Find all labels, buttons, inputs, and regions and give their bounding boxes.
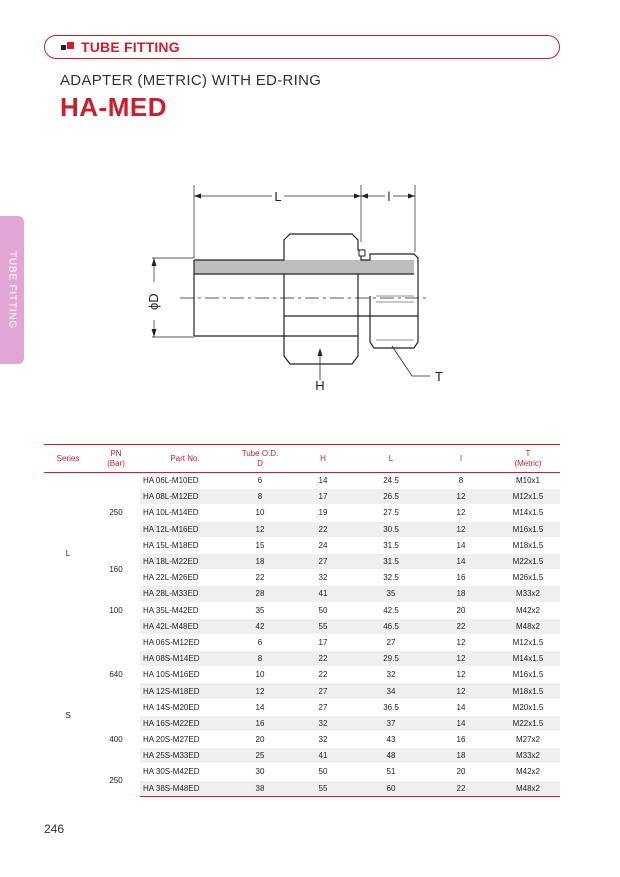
cell-d: 22	[230, 570, 290, 586]
cell-h: 32	[290, 732, 356, 748]
col-l: l	[426, 445, 496, 473]
cell-l: 14	[426, 537, 496, 553]
cell-d: 6	[230, 473, 290, 489]
cell-L: 27.5	[356, 505, 426, 521]
cell-t: M33x2	[496, 586, 560, 602]
cell-h: 50	[290, 764, 356, 780]
cell-t: M27x2	[496, 732, 560, 748]
pn-cell: 400	[92, 715, 140, 764]
cell-l: 18	[426, 586, 496, 602]
cell-l: 20	[426, 764, 496, 780]
table-row	[44, 553, 560, 569]
cell-h: 41	[290, 586, 356, 602]
table-row	[44, 473, 560, 489]
cell-L: 35	[356, 586, 426, 602]
cell-t: M12x1.5	[496, 489, 560, 505]
dim-l-label: l	[387, 189, 391, 204]
cell-t: M20x1.5	[496, 699, 560, 715]
pn-cell: 100	[92, 586, 140, 635]
part-no-cell: HA 08S-M14ED	[140, 651, 230, 667]
cell-d: 42	[230, 618, 290, 634]
cell-t: M33x2	[496, 748, 560, 764]
cell-h: 27	[290, 683, 356, 699]
cell-d: 25	[230, 748, 290, 764]
cell-d: 35	[230, 602, 290, 618]
part-no-cell: HA 20S-M27ED	[140, 732, 230, 748]
cell-d: 12	[230, 521, 290, 537]
part-no-cell: HA 22L-M26ED	[140, 570, 230, 586]
cell-d: 8	[230, 651, 290, 667]
cell-L: 42.5	[356, 602, 426, 618]
cell-l: 14	[426, 715, 496, 731]
section-label: TUBE FITTING	[81, 39, 180, 55]
cell-L: 36.5	[356, 699, 426, 715]
cell-d: 30	[230, 764, 290, 780]
cell-l: 14	[426, 699, 496, 715]
cell-L: 31.5	[356, 553, 426, 569]
col-h: H	[290, 445, 356, 473]
pn-cell: 250	[92, 764, 140, 796]
cell-l: 12	[426, 489, 496, 505]
cell-L: 27	[356, 634, 426, 650]
cell-h: 27	[290, 699, 356, 715]
cell-h: 22	[290, 667, 356, 683]
cell-d: 8	[230, 489, 290, 505]
spec-table	[44, 444, 560, 797]
part-no-cell: HA 12L-M16ED	[140, 521, 230, 537]
col-series: Series	[44, 445, 92, 473]
cell-l: 12	[426, 521, 496, 537]
cell-L: 48	[356, 748, 426, 764]
squares-icon	[61, 42, 75, 52]
cell-t: M14x1.5	[496, 651, 560, 667]
cell-l: 22	[426, 780, 496, 796]
cell-h: 55	[290, 618, 356, 634]
cell-h: 32	[290, 715, 356, 731]
cell-h: 32	[290, 570, 356, 586]
cell-l: 16	[426, 570, 496, 586]
series-cell: S	[44, 634, 92, 796]
cell-l: 16	[426, 732, 496, 748]
part-no-cell: HA 10S-M16ED	[140, 667, 230, 683]
pn-cell: 250	[92, 473, 140, 554]
product-title: HA-MED	[60, 92, 167, 122]
cell-L: 31.5	[356, 537, 426, 553]
part-no-cell: HA 12S-M18ED	[140, 683, 230, 699]
cell-l: 12	[426, 634, 496, 650]
table-header-row	[44, 445, 560, 473]
technical-drawing	[130, 180, 460, 395]
col-tube-od: Tube O.D. D	[230, 445, 290, 473]
cell-h: 19	[290, 505, 356, 521]
pn-cell: 640	[92, 634, 140, 715]
cell-h: 17	[290, 489, 356, 505]
cell-t: M16x1.5	[496, 521, 560, 537]
cell-l: 12	[426, 683, 496, 699]
cell-h: 27	[290, 553, 356, 569]
col-t: T (Metric)	[496, 445, 560, 473]
table-row	[44, 715, 560, 731]
part-no-cell: HA 06L-M10ED	[140, 473, 230, 489]
part-no-cell: HA 42L-M48ED	[140, 618, 230, 634]
cell-L: 60	[356, 780, 426, 796]
section-banner	[44, 35, 560, 59]
cell-h: 17	[290, 634, 356, 650]
dim-H-label: H	[315, 378, 325, 393]
cell-l: 12	[426, 505, 496, 521]
cell-l: 22	[426, 618, 496, 634]
cell-h: 22	[290, 651, 356, 667]
cell-h: 50	[290, 602, 356, 618]
cell-l: 12	[426, 667, 496, 683]
series-cell: L	[44, 473, 92, 635]
part-no-cell: HA 25S-M33ED	[140, 748, 230, 764]
cell-L: 29.5	[356, 651, 426, 667]
cell-L: 34	[356, 683, 426, 699]
cell-L: 26.5	[356, 489, 426, 505]
part-no-cell: HA 16S-M22ED	[140, 715, 230, 731]
cell-t: M26x1.5	[496, 570, 560, 586]
cell-l: 18	[426, 748, 496, 764]
cell-l: 14	[426, 553, 496, 569]
part-no-cell: HA 35L-M42ED	[140, 602, 230, 618]
cell-d: 16	[230, 715, 290, 731]
cell-t: M22x1.5	[496, 553, 560, 569]
cell-t: M22x1.5	[496, 715, 560, 731]
part-no-cell: HA 10L-M14ED	[140, 505, 230, 521]
cell-t: M10x1	[496, 473, 560, 489]
col-part-no: Part No.	[140, 445, 230, 473]
dim-T-label: T	[435, 369, 443, 384]
cell-t: M18x1.5	[496, 537, 560, 553]
cell-d: 38	[230, 780, 290, 796]
cell-d: 28	[230, 586, 290, 602]
cell-t: M12x1.5	[496, 634, 560, 650]
cell-t: M14x1.5	[496, 505, 560, 521]
part-no-cell: HA 38S-M48ED	[140, 780, 230, 796]
cell-d: 18	[230, 553, 290, 569]
part-no-cell: HA 18L-M22ED	[140, 553, 230, 569]
pn-cell: 160	[92, 553, 140, 585]
cell-L: 24.5	[356, 473, 426, 489]
page-number: 246	[44, 822, 65, 836]
cell-L: 46.5	[356, 618, 426, 634]
part-no-cell: HA 30S-M42ED	[140, 764, 230, 780]
cell-h: 22	[290, 521, 356, 537]
table-row	[44, 764, 560, 780]
side-tab-label: TUBE FITTING	[6, 251, 18, 329]
side-tab	[0, 216, 24, 364]
cell-L: 32	[356, 667, 426, 683]
part-no-cell: HA 08L-M12ED	[140, 489, 230, 505]
col-pn: PN (Bar)	[92, 445, 140, 473]
cell-h: 55	[290, 780, 356, 796]
cell-L: 37	[356, 715, 426, 731]
cell-t: M42x2	[496, 764, 560, 780]
cell-d: 10	[230, 667, 290, 683]
cell-t: M48x2	[496, 618, 560, 634]
part-no-cell: HA 28L-M33ED	[140, 586, 230, 602]
part-no-cell: HA 15L-M18ED	[140, 537, 230, 553]
cell-d: 12	[230, 683, 290, 699]
cell-L: 43	[356, 732, 426, 748]
cell-d: 15	[230, 537, 290, 553]
cell-h: 41	[290, 748, 356, 764]
cell-t: M48x2	[496, 780, 560, 796]
table-row	[44, 634, 560, 650]
cell-d: 20	[230, 732, 290, 748]
product-subtitle: ADAPTER (METRIC) WITH ED-RING	[60, 72, 322, 89]
cell-h: 24	[290, 537, 356, 553]
cell-d: 10	[230, 505, 290, 521]
table-row	[44, 586, 560, 602]
cell-L: 51	[356, 764, 426, 780]
part-no-cell: HA 06S-M12ED	[140, 634, 230, 650]
dim-L-label: L	[274, 189, 282, 204]
cell-h: 14	[290, 473, 356, 489]
cell-L: 32.5	[356, 570, 426, 586]
dim-D-label: ϕD	[146, 293, 161, 310]
cell-d: 14	[230, 699, 290, 715]
cell-l: 8	[426, 473, 496, 489]
cell-l: 12	[426, 651, 496, 667]
cell-t: M16x1.5	[496, 667, 560, 683]
part-no-cell: HA 14S-M20ED	[140, 699, 230, 715]
cell-L: 30.5	[356, 521, 426, 537]
cell-d: 6	[230, 634, 290, 650]
cell-t: M18x1.5	[496, 683, 560, 699]
cell-l: 20	[426, 602, 496, 618]
cell-t: M42x2	[496, 602, 560, 618]
col-L: L	[356, 445, 426, 473]
